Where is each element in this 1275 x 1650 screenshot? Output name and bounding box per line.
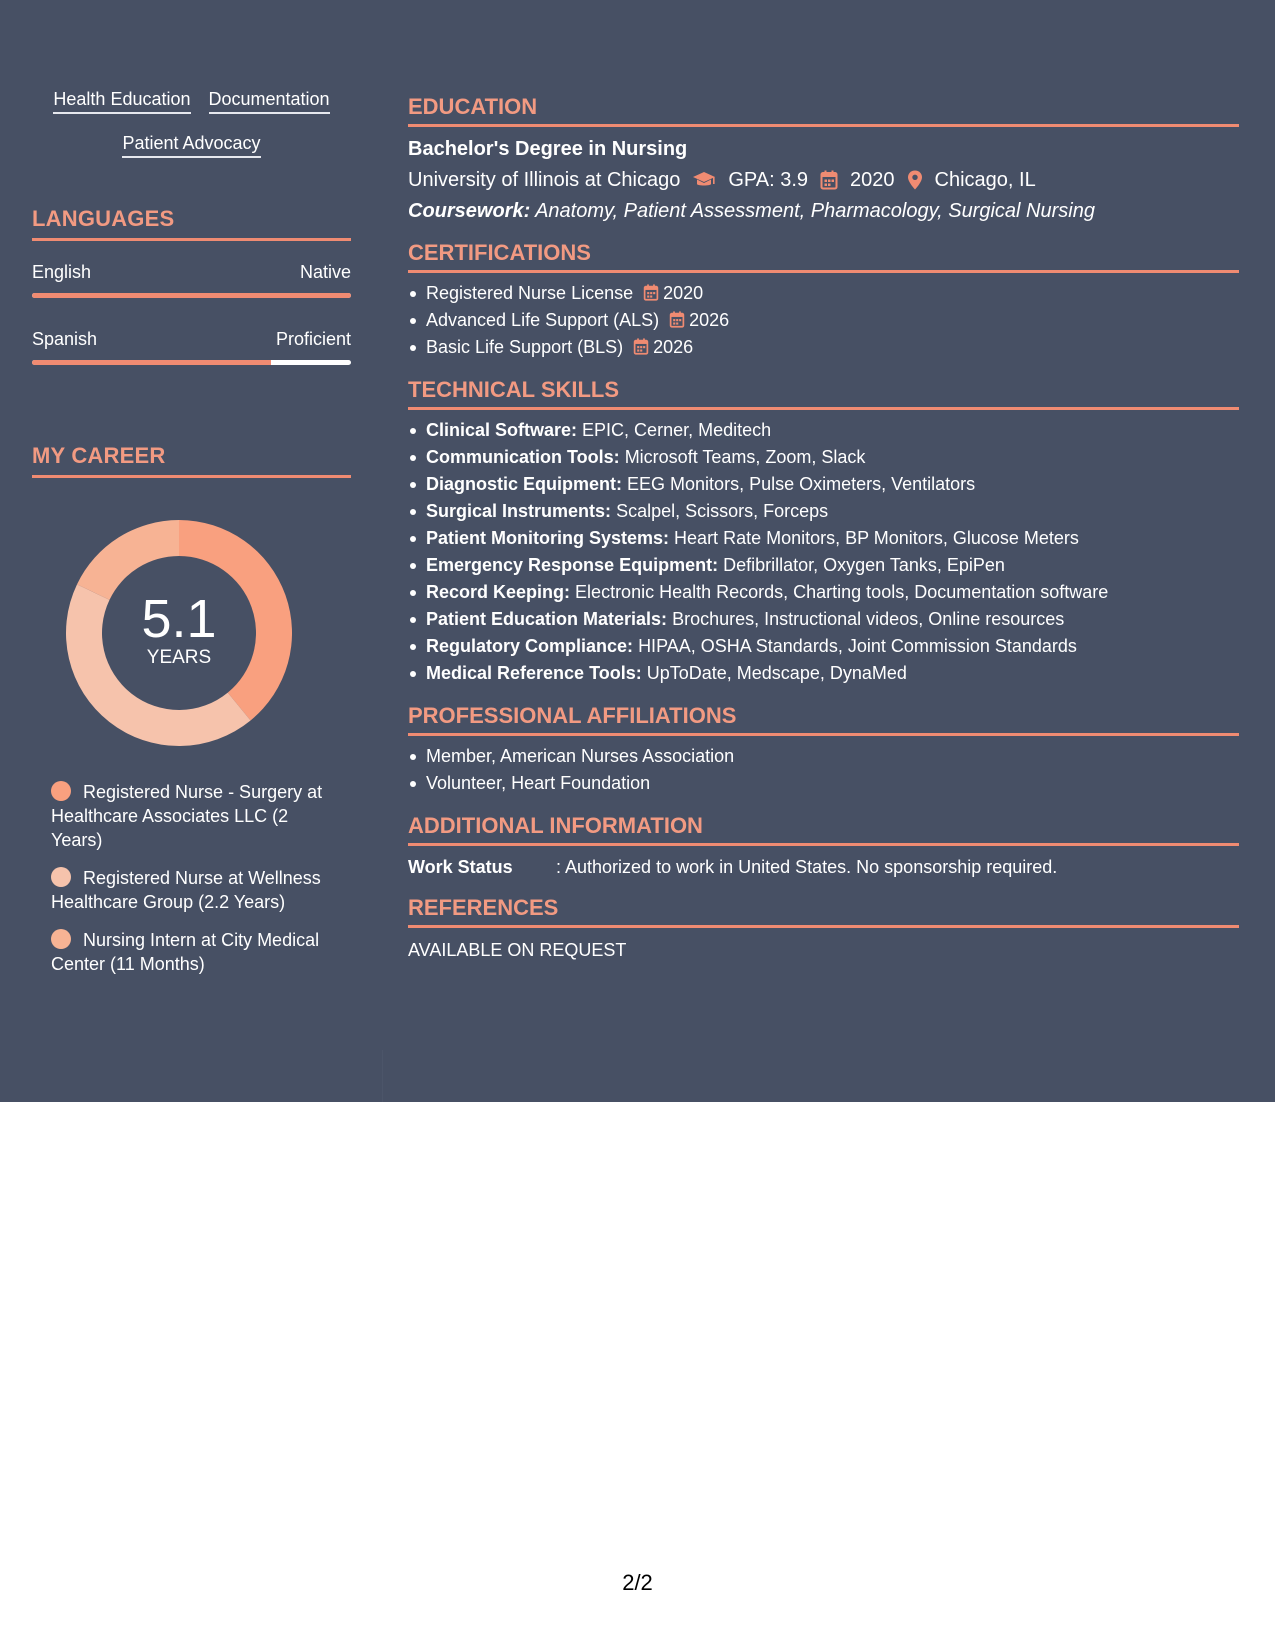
technical-skill-item — [408, 417, 1239, 444]
degree: Bachelor's Degree in Nursing — [408, 138, 688, 160]
career-legend-item — [51, 780, 331, 852]
skill-tag: Health Education — [53, 88, 190, 114]
additional-info-title: ADDITIONAL INFORMATION — [408, 813, 703, 838]
skill-values: Scalpel, Scissors, Forceps — [616, 501, 829, 521]
language-item — [32, 261, 351, 298]
skill-tag: Patient Advocacy — [122, 132, 260, 158]
language-bar-fill — [32, 360, 271, 365]
technical-skills-list — [408, 417, 1239, 687]
coursework-list: Anatomy, Patient Assessment, Pharmacology, Surgical Nursing — [535, 200, 1095, 222]
certification-name: Registered Nurse License — [426, 283, 634, 303]
technical-skill-item — [408, 606, 1239, 633]
technical-skill-item — [408, 525, 1239, 552]
skill-values: Electronic Health Records, Charting tools, Documentation software — [575, 582, 1109, 602]
work-status-value: : Authorized to work in United States. No sponsorship required. — [556, 857, 1058, 877]
gpa: GPA: 3.9 — [728, 169, 809, 191]
section-rule — [32, 238, 351, 241]
work-status-label: Work Status — [408, 857, 513, 877]
career-legend-item — [51, 928, 331, 976]
coursework — [408, 198, 1239, 224]
column-divider — [382, 1050, 383, 1102]
technical-skills-title: TECHNICAL SKILLS — [408, 377, 620, 402]
references-text: AVAILABLE ON REQUEST — [408, 940, 627, 960]
certification-name: Basic Life Support (BLS) — [426, 337, 624, 357]
certifications-title: CERTIFICATIONS — [408, 240, 591, 265]
list-item: Member, American Nurses Association — [408, 743, 1239, 770]
language-name: Spanish — [32, 329, 98, 349]
education-title: EDUCATION — [408, 94, 538, 119]
skill-tags — [32, 88, 351, 158]
certifications-list — [408, 280, 1239, 361]
skill-category: Patient Monitoring Systems: — [426, 528, 670, 548]
technical-skill-item — [408, 633, 1239, 660]
list-item: Volunteer, Heart Foundation — [408, 770, 1239, 797]
page-number: 2/2 — [622, 1570, 653, 1595]
language-bar — [32, 360, 351, 365]
legend-dot-icon — [51, 781, 71, 801]
section-rule — [408, 925, 1239, 928]
certifications-section — [408, 240, 1239, 361]
section-rule — [32, 475, 351, 478]
language-level: Proficient — [275, 329, 351, 349]
school-name: University of Illinois at Chicago — [408, 169, 681, 191]
education-location: Chicago, IL — [934, 169, 1036, 191]
skill-values: Defibrillator, Oxygen Tanks, EpiPen — [723, 555, 1005, 575]
technical-skills-section — [408, 377, 1239, 687]
calendar-icon — [633, 338, 649, 355]
skill-values: UpToDate, Medscape, DynaMed — [646, 663, 907, 683]
location-pin-icon — [907, 170, 923, 190]
work-status-row — [408, 855, 1239, 879]
language-item — [32, 328, 351, 365]
calendar-icon — [669, 311, 685, 328]
technical-skill-item — [408, 471, 1239, 498]
language-level: Native — [299, 262, 351, 282]
skill-values: EPIC, Cerner, Meditech — [582, 420, 772, 440]
calendar-icon — [643, 284, 659, 301]
graduation-cap-icon — [692, 171, 716, 189]
skill-category: Regulatory Compliance: — [426, 636, 634, 656]
legend-dot-icon — [51, 929, 71, 949]
skill-category: Record Keeping: — [426, 582, 571, 602]
certification-year: 2026 — [689, 310, 730, 330]
technical-skill-item — [408, 444, 1239, 471]
language-name: English — [32, 262, 92, 282]
technical-skill-item — [408, 552, 1239, 579]
skill-values: HIPAA, OSHA Standards, Joint Commission Standards — [638, 636, 1077, 656]
career-section — [32, 443, 351, 976]
career-title: MY CAREER — [32, 443, 166, 468]
skill-values: Heart Rate Monitors, BP Monitors, Glucose Meters — [674, 528, 1079, 548]
education-section — [408, 94, 1239, 224]
languages-title: LANGUAGES — [32, 206, 175, 231]
career-donut-chart — [66, 520, 292, 746]
skill-category: Emergency Response Equipment: — [426, 555, 719, 575]
skill-values: Brochures, Instructional videos, Online resources — [672, 609, 1065, 629]
additional-info-section — [408, 813, 1239, 879]
section-rule — [408, 843, 1239, 846]
skill-category: Medical Reference Tools: — [426, 663, 642, 683]
certification-item — [408, 280, 1239, 307]
skill-category: Diagnostic Equipment: — [426, 474, 623, 494]
calendar-icon — [820, 170, 838, 190]
skill-category: Communication Tools: — [426, 447, 620, 467]
coursework-label: Coursework: — [408, 200, 531, 222]
skill-values: EEG Monitors, Pulse Oximeters, Ventilators — [627, 474, 976, 494]
section-rule — [408, 270, 1239, 273]
skill-tag: Documentation — [209, 88, 330, 114]
graduation-year: 2020 — [850, 169, 895, 191]
section-rule — [408, 407, 1239, 410]
certification-name: Advanced Life Support (ALS) — [426, 310, 660, 330]
language-bar — [32, 293, 351, 298]
references-section — [408, 895, 1239, 962]
career-legend-item — [51, 866, 331, 914]
certification-item — [408, 307, 1239, 334]
career-legend — [32, 780, 351, 976]
section-rule — [408, 124, 1239, 127]
skill-values: Microsoft Teams, Zoom, Slack — [624, 447, 866, 467]
career-label: Registered Nurse at Wellness Healthcare Group (2.2 Years) — [51, 868, 321, 912]
legend-dot-icon — [51, 867, 71, 887]
technical-skill-item — [408, 579, 1239, 606]
technical-skill-item — [408, 498, 1239, 525]
certification-year: 2020 — [663, 283, 704, 303]
career-total: 5.1 — [141, 589, 217, 649]
skill-category: Patient Education Materials: — [426, 609, 668, 629]
left-column — [32, 88, 351, 990]
affiliations-title: PROFESSIONAL AFFILIATIONS — [408, 703, 737, 728]
right-column — [408, 94, 1239, 962]
affiliations-section — [408, 703, 1239, 797]
technical-skill-item — [408, 660, 1239, 687]
skill-category: Surgical Instruments: — [426, 501, 612, 521]
affiliations-list — [408, 743, 1239, 797]
career-label: Nursing Intern at City Medical Center (11 Months) — [51, 930, 320, 974]
education-meta — [408, 167, 1239, 193]
certification-year: 2026 — [653, 337, 694, 357]
language-bar-fill — [32, 293, 351, 298]
certification-item — [408, 334, 1239, 361]
section-rule — [408, 733, 1239, 736]
career-unit: YEARS — [146, 647, 212, 668]
skill-category: Clinical Software: — [426, 420, 578, 440]
languages-section — [32, 206, 351, 365]
career-label: Registered Nurse - Surgery at Healthcare Associates LLC (2 Years) — [51, 782, 323, 850]
references-title: REFERENCES — [408, 895, 559, 920]
